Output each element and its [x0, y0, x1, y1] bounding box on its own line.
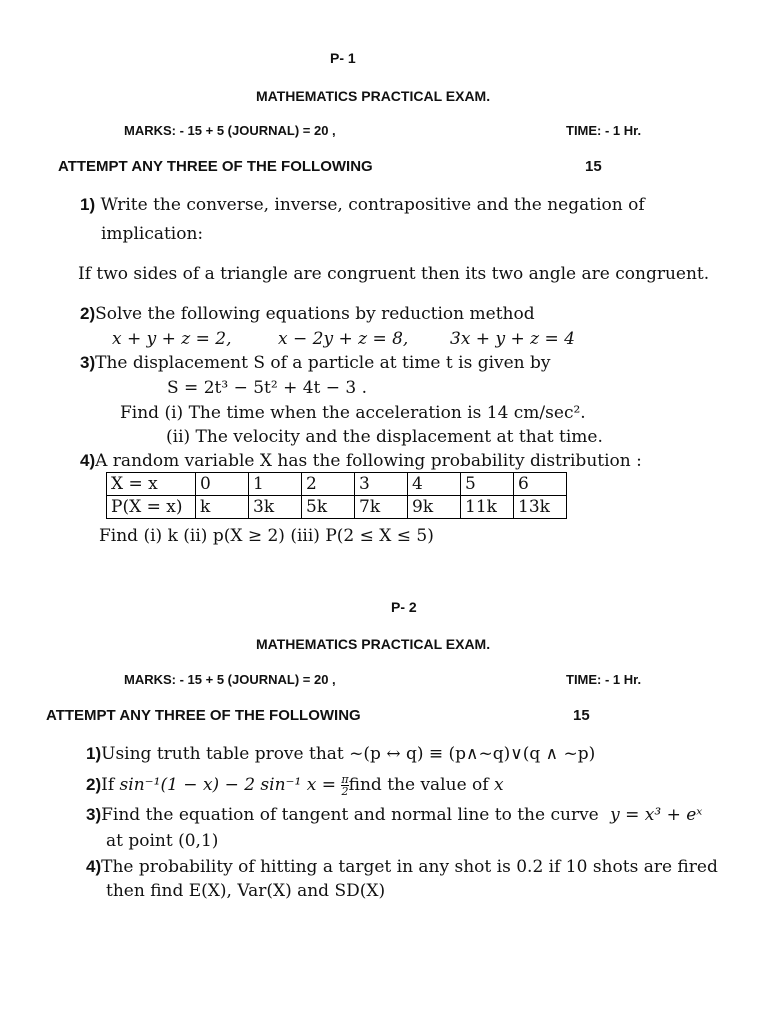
pi-over-two-fraction: [341, 774, 348, 797]
table-cell: 7k: [355, 496, 408, 519]
table-row: [107, 473, 567, 496]
table-cell: 13k: [514, 496, 567, 519]
question-number: 1): [86, 744, 102, 763]
p1-equation-1: x + y + z = 2,: [112, 329, 232, 349]
p1-question-4-find: Find (i) k (ii) p(X ≥ 2) (iii) P(2 ≤ X ≤ 5): [99, 526, 434, 546]
p2-marks: MARKS: - 15 + 5 (JOURNAL) = 20 ,: [124, 672, 336, 687]
p2-question-1: [86, 744, 595, 764]
p1-question-3: [80, 353, 551, 373]
p1-total-marks: 15: [585, 158, 602, 175]
inverse-sine-expression: sin⁻¹(1 − x) − 2 sin⁻¹ x =: [119, 775, 336, 795]
fraction-denominator: 2: [341, 785, 349, 798]
curve-equation: y = x³ + eˣ: [610, 805, 703, 825]
question-text-tail: find the value of: [348, 775, 489, 795]
p1-question-3-find-1: Find (i) The time when the acceleration is 14 cm/sec².: [120, 403, 586, 423]
table-cell: 3k: [249, 496, 302, 519]
p2-question-2: [86, 774, 504, 797]
question-text: A random variable X has the following probability distribution :: [95, 451, 642, 471]
question-number: 3): [80, 353, 96, 372]
p2-question-3: [86, 805, 702, 825]
p2-title: P- 2: [391, 599, 417, 615]
question-text: If: [101, 775, 115, 795]
p2-question-4: [86, 857, 718, 877]
p1-question-1: [80, 195, 645, 215]
question-number: 4): [80, 451, 96, 470]
p1-question-3-find-2: (ii) The velocity and the displacement at that time.: [166, 427, 603, 447]
table-cell: 0: [196, 473, 249, 496]
p2-total-marks: 15: [573, 707, 590, 724]
table-row: [107, 496, 567, 519]
variable-x: x: [493, 775, 504, 795]
question-number: 3): [86, 805, 102, 824]
p2-question-3-point: at point (0,1): [106, 831, 219, 851]
p2-exam-heading: MATHEMATICS PRACTICAL EXAM.: [256, 636, 491, 652]
p1-question-4: [80, 451, 642, 471]
question-text: The probability of hitting a target in any shot is 0.2 if 10 shots are fired: [101, 857, 718, 877]
question-text: The displacement S of a particle at time t is given by: [95, 353, 551, 373]
table-cell: 1: [249, 473, 302, 496]
question-number: 2): [86, 775, 102, 794]
p1-question-1-line2: implication:: [101, 224, 204, 244]
p2-attempt-instruction: ATTEMPT ANY THREE OF THE FOLLOWING: [46, 707, 361, 724]
table-cell: k: [196, 496, 249, 519]
table-cell: 9k: [408, 496, 461, 519]
p2-question-4-line2: then find E(X), Var(X) and SD(X): [106, 881, 386, 901]
table-cell: 6: [514, 473, 567, 496]
table-cell: 2: [302, 473, 355, 496]
fraction-numerator: π: [341, 773, 349, 786]
table-cell: X = x: [107, 473, 196, 496]
p1-title: P- 1: [330, 50, 356, 66]
p1-question-2: [80, 304, 535, 324]
question-text: Solve the following equations by reduction method: [95, 304, 535, 324]
question-number: 1): [80, 195, 96, 214]
p1-attempt-instruction: ATTEMPT ANY THREE OF THE FOLLOWING: [58, 158, 373, 175]
question-text: Write the converse, inverse, contrapositive and the negation of: [100, 195, 645, 215]
p2-time: TIME: - 1 Hr.: [566, 672, 642, 687]
probability-distribution-table: [106, 472, 567, 519]
question-number: 2): [80, 304, 96, 323]
table-cell: 3: [355, 473, 408, 496]
table-cell: 11k: [461, 496, 514, 519]
question-text: Using truth table prove that ~(p ↔ q) ≡ (p∧~q)∨(q ∧ ~p): [101, 744, 596, 764]
table-cell: 5: [461, 473, 514, 496]
p1-exam-heading: MATHEMATICS PRACTICAL EXAM.: [256, 88, 491, 104]
p1-displacement-formula: S = 2t³ − 5t² + 4t − 3 .: [167, 378, 368, 398]
table-cell: 5k: [302, 496, 355, 519]
p1-marks: MARKS: - 15 + 5 (JOURNAL) = 20 ,: [124, 123, 336, 138]
table-cell: 4: [408, 473, 461, 496]
p1-equation-3: 3x + y + z = 4: [450, 329, 575, 349]
p1-equation-2: x − 2y + z = 8,: [278, 329, 409, 349]
question-number: 4): [86, 857, 102, 876]
question-text: Find the equation of tangent and normal line to the curve: [101, 805, 599, 825]
table-cell: P(X = x): [107, 496, 196, 519]
p1-time: TIME: - 1 Hr.: [566, 123, 642, 138]
p1-question-1-statement: If two sides of a triangle are congruent then its two angle are congruent.: [78, 264, 710, 284]
